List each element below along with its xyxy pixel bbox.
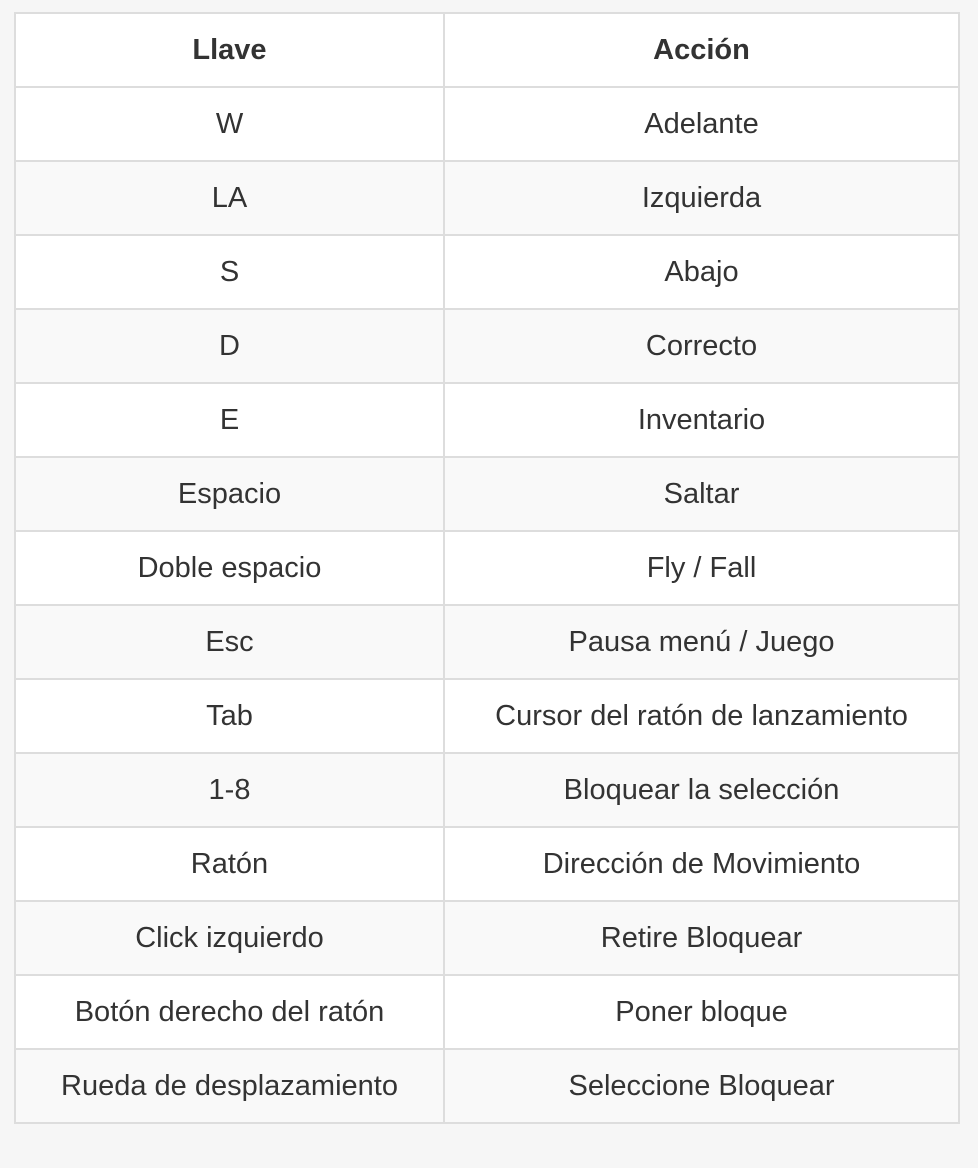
table-row <box>15 753 959 827</box>
key-cell: Ratón <box>15 827 444 901</box>
table-row <box>15 309 959 383</box>
table-header <box>15 13 959 87</box>
key-cell: Rueda de desplazamiento <box>15 1049 444 1123</box>
action-cell: Cursor del ratón de lanzamiento <box>444 679 959 753</box>
action-cell: Inventario <box>444 383 959 457</box>
key-cell: LA <box>15 161 444 235</box>
action-cell: Pausa menú / Juego <box>444 605 959 679</box>
key-cell: Esc <box>15 605 444 679</box>
key-cell: S <box>15 235 444 309</box>
header-action: Acción <box>444 13 959 87</box>
table-row <box>15 161 959 235</box>
table-body <box>15 87 959 1123</box>
key-cell: Click izquierdo <box>15 901 444 975</box>
table-row <box>15 605 959 679</box>
action-cell: Bloquear la selección <box>444 753 959 827</box>
key-cell: 1-8 <box>15 753 444 827</box>
key-cell: Botón derecho del ratón <box>15 975 444 1049</box>
action-cell: Saltar <box>444 457 959 531</box>
action-cell: Fly / Fall <box>444 531 959 605</box>
table-row <box>15 1049 959 1123</box>
table-row <box>15 531 959 605</box>
action-cell: Adelante <box>444 87 959 161</box>
table-row <box>15 975 959 1049</box>
action-cell: Izquierda <box>444 161 959 235</box>
key-cell: Doble espacio <box>15 531 444 605</box>
action-cell: Correcto <box>444 309 959 383</box>
table-row <box>15 457 959 531</box>
action-cell: Dirección de Movimiento <box>444 827 959 901</box>
action-cell: Retire Bloquear <box>444 901 959 975</box>
action-cell: Abajo <box>444 235 959 309</box>
key-bindings-table <box>14 12 960 1124</box>
key-cell: E <box>15 383 444 457</box>
table-row <box>15 827 959 901</box>
key-cell: Tab <box>15 679 444 753</box>
header-key: Llave <box>15 13 444 87</box>
key-cell: W <box>15 87 444 161</box>
table-row <box>15 383 959 457</box>
key-cell: Espacio <box>15 457 444 531</box>
header-row <box>15 13 959 87</box>
key-cell: D <box>15 309 444 383</box>
action-cell: Seleccione Bloquear <box>444 1049 959 1123</box>
table-row <box>15 679 959 753</box>
table-row <box>15 87 959 161</box>
table-row <box>15 901 959 975</box>
action-cell: Poner bloque <box>444 975 959 1049</box>
table-row <box>15 235 959 309</box>
